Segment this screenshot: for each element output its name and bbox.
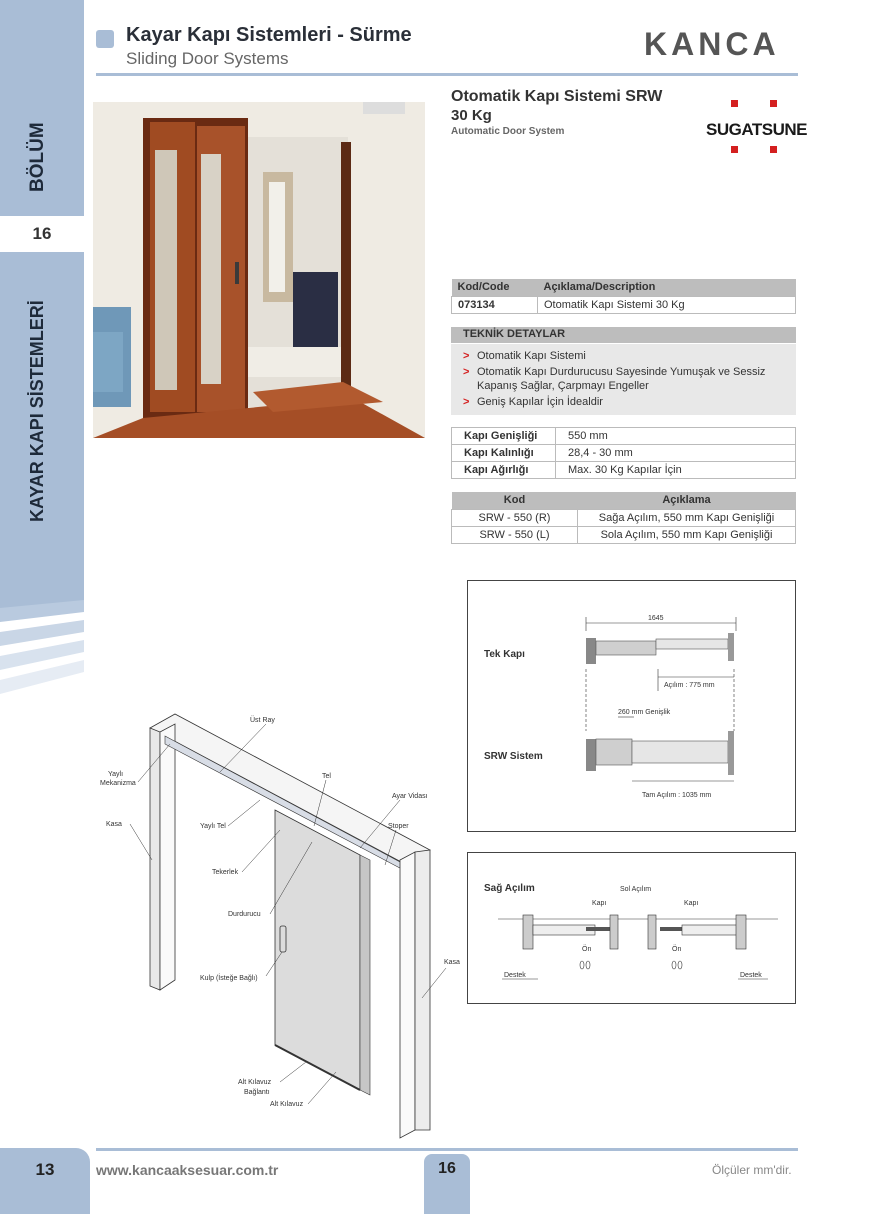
footer-url[interactable]: www.kancaaksesuar.com.tr xyxy=(96,1162,279,1178)
spec-value: 550 mm xyxy=(556,428,796,445)
page-number-left: 13 xyxy=(35,1160,55,1179)
destek-label-left: Destek xyxy=(504,972,526,979)
variant-table-header xyxy=(452,492,796,509)
bullet-arrow: > xyxy=(463,396,470,408)
variant-code: SRW - 550 (R) xyxy=(452,509,578,526)
product-weight: 30 Kg xyxy=(451,107,492,124)
dim-total: 1645 xyxy=(648,615,664,622)
section-number: 16 xyxy=(32,224,52,243)
table-row xyxy=(452,462,796,479)
code-table xyxy=(451,279,796,314)
code-table-header xyxy=(452,279,796,296)
assembly-drawing xyxy=(70,700,465,1145)
sidebar-stripes xyxy=(0,600,84,700)
dim-tam: Tam Açılım : 1035 mm xyxy=(642,792,712,799)
variant-description: Sola Açılım, 550 mm Kapı Genişliği xyxy=(578,526,796,543)
spec-label: Kapı Kalınlığı xyxy=(452,445,556,462)
label-ust-ray: Üst Ray xyxy=(250,717,275,724)
sugatsune-logo: SUGATSUNE xyxy=(706,100,800,156)
label-stoper: Stoper xyxy=(388,823,409,830)
technical-details xyxy=(451,327,796,415)
label-kasa-left: Kasa xyxy=(106,821,122,828)
table-row xyxy=(452,509,796,526)
footer-divider xyxy=(96,1148,798,1151)
header-marker xyxy=(96,30,114,48)
label-alt-kilavuz-baglanti-1: Alt Kılavuz xyxy=(238,1079,272,1086)
opening-diagram xyxy=(467,852,796,1004)
code-column-header: Kod/Code xyxy=(452,279,538,296)
spec-value: 28,4 - 30 mm xyxy=(556,445,796,462)
label-tel: Tel xyxy=(322,773,331,780)
label-ayar-vidasi: Ayar Vidası xyxy=(392,793,428,800)
label-alt-kilavuz-baglanti-2: Bağlantı xyxy=(244,1089,270,1096)
list-item: > Geniş Kapılar İçin İdealdir xyxy=(463,396,603,408)
page-subtitle: Sliding Door Systems xyxy=(126,49,289,68)
variant-table xyxy=(451,492,796,544)
sag-acilim-label: Sağ Açılım xyxy=(484,883,535,894)
bullet-arrow: > xyxy=(463,350,470,362)
label-kasa-right: Kasa xyxy=(444,959,460,966)
bullet-arrow: > xyxy=(463,366,470,378)
list-item: > Otomatik Kapı Sistemi xyxy=(463,350,586,362)
product-title: Otomatik Kapı Sistemi SRW xyxy=(451,88,663,105)
destek-label-right: Destek xyxy=(740,972,762,979)
dim-acilim: Açılım : 775 mm xyxy=(664,682,715,689)
brand-logo: KANCA xyxy=(644,26,780,62)
footer-page-mid xyxy=(424,1154,470,1214)
table-row xyxy=(452,445,796,462)
table-row xyxy=(452,526,796,543)
product-code: 073134 xyxy=(452,296,538,313)
tek-kapi-label: Tek Kapı xyxy=(484,649,525,660)
spec-label: Kapı Genişliği xyxy=(452,428,556,445)
technical-title: TEKNİK DETAYLAR xyxy=(451,327,796,343)
product-description: Otomatik Kapı Sistemi 30 Kg xyxy=(538,296,796,313)
footer-page-left xyxy=(0,1148,90,1214)
variant-code: SRW - 550 (L) xyxy=(452,526,578,543)
page-title: Kayar Kapı Sistemleri - Sürme xyxy=(126,24,412,46)
category-label: KAYAR KAPI SİSTEMLERİ xyxy=(27,300,47,522)
on-label-right: Ön xyxy=(672,946,682,953)
product-photo xyxy=(93,102,425,438)
label-yayli-2: Mekanizma xyxy=(100,780,136,787)
technical-list xyxy=(451,344,796,415)
label-tekerlek: Tekerlek xyxy=(212,869,239,876)
srw-sistem-label: SRW Sistem xyxy=(484,751,543,762)
table-row xyxy=(452,296,796,313)
variant-description-header: Açıklama xyxy=(578,492,796,509)
spec-label: Kapı Ağırlığı xyxy=(452,462,556,479)
label-alt-kilavuz: Alt Kılavuz xyxy=(270,1101,304,1108)
product-title-en: Automatic Door System xyxy=(451,126,565,137)
page-number-mid: 16 xyxy=(438,1160,456,1177)
list-item: > Otomatik Kapı Durdurucusu Sayesinde Yumuşak ve Sessiz Kapanış Sağlar, Çarpmayı Engeller xyxy=(463,366,766,392)
section-label: BÖLÜM xyxy=(27,122,48,192)
dim-genislik: 260 mm Genişlik xyxy=(618,709,671,716)
kapi-label-left: Kapı xyxy=(592,900,607,907)
dimension-diagram xyxy=(467,580,796,832)
spec-table xyxy=(451,427,796,479)
description-column-header: Açıklama/Description xyxy=(538,279,796,296)
section-number-box xyxy=(0,213,84,255)
kapi-label-right: Kapı xyxy=(684,900,699,907)
spec-value: Max. 30 Kg Kapılar İçin xyxy=(556,462,796,479)
label-yayli-tel: Yaylı Tel xyxy=(200,823,226,830)
on-label-left: Ön xyxy=(582,946,592,953)
label-yayli-1: Yaylı xyxy=(108,771,124,778)
header-divider xyxy=(96,73,798,76)
sidebar xyxy=(0,0,84,700)
table-row xyxy=(452,428,796,445)
variant-description: Sağa Açılım, 550 mm Kapı Genişliği xyxy=(578,509,796,526)
label-durdurucu: Durdurucu xyxy=(228,911,261,918)
label-kulp: Kulp (İsteğe Bağlı) xyxy=(200,975,258,982)
footer-note: Ölçüler mm'dir. xyxy=(712,1163,792,1177)
sol-acilim-label: Sol Açılım xyxy=(620,886,652,893)
variant-code-header: Kod xyxy=(452,492,578,509)
